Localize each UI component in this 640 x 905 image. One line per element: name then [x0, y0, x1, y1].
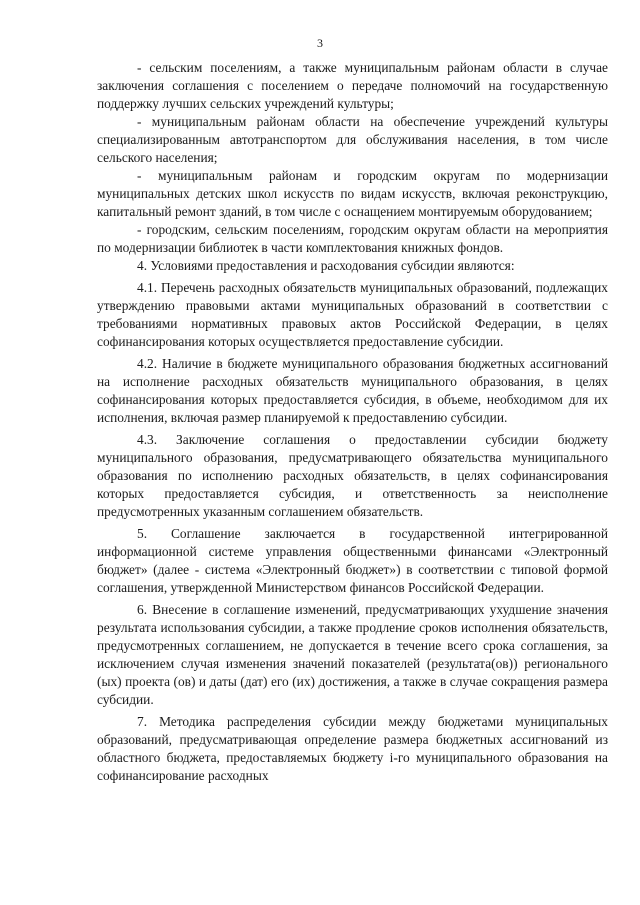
- paragraph-rural-settlements: - сельским поселениям, а также муниципальным районам области в случае заключения соглашения с поселением о передаче полномочий на государственную поддержку лучших сельских учреждений культуры;: [97, 60, 608, 111]
- paragraph-libraries: - городским, сельским поселениям, городским округам области на мероприятия по модернизации библиотек в части комплектования книжных фондов.: [97, 222, 608, 255]
- paragraph-4-3: 4.3. Заключение соглашения о предоставлении субсидии бюджету муниципального образования, предусматривающего обязательства муниципального образования по исполнению расходных обязательств, в целях софинансирования которых предоставляется субсидия, и ответственность за неисполнение предусмотренных указанным соглашением обязательств.: [97, 432, 608, 519]
- paragraph-transport: - муниципальным районам области на обеспечение учреждений культуры специализированным автотранспортом для обслуживания населения, в том числе сельского населения;: [97, 114, 608, 165]
- document-body: [97, 59, 608, 785]
- paragraph-art-schools: - муниципальным районам и городским округам по модернизации муниципальных детских школ искусств по видам искусств, включая реконструкцию, капитальный ремонт зданий, в том числе с оснащением монтируемым оборудованием;: [97, 168, 608, 219]
- paragraph-6: 6. Внесение в соглашение изменений, предусматривающих ухудшение значения результата использования субсидии, а также продление сроков исполнения обязательств, предусмотренных соглашением, не допускается в течение всего срока соглашения, за исключением случая изменения значений показателей (результата(ов)) регионального (ых) проекта (ов) и даты (дат) его (их) достижения, а также в случае сокращения размера субсидии.: [97, 602, 608, 707]
- paragraph-7: 7. Методика распределения субсидии между бюджетами муниципальных образований, предусматривающая определение размера бюджетных ассигнований из областного бюджета, предоставляемых бюджету i-го муниципального образования на софинансирование расходных: [97, 714, 608, 783]
- paragraph-4-1: 4.1. Перечень расходных обязательств муниципальных образований, подлежащих утверждению правовыми актами муниципальных образований в соответствии с требованиями нормативных правовых актов Российской Федерации, в целях софинансирования которых осуществляется предоставление субсидии.: [97, 280, 608, 349]
- page-number: 3: [317, 36, 323, 50]
- paragraph-conditions-heading: 4. Условиями предоставления и расходования субсидии являются:: [137, 258, 515, 273]
- paragraph-4-2: 4.2. Наличие в бюджете муниципального образования бюджетных ассигнований на исполнение расходных обязательств муниципального образования, в целях софинансирования которых предоставляется субсидия, в объеме, необходимом для их исполнения, включая размер планируемой к предоставлению субсидии.: [97, 356, 608, 425]
- paragraph-5: 5. Соглашение заключается в государственной интегрированной информационной системе управления общественными финансами «Электронный бюджет» (далее - система «Электронный бюджет») в соответствии с типовой формой соглашения, утвержденной Министерством финансов Российской Федерации.: [97, 526, 608, 595]
